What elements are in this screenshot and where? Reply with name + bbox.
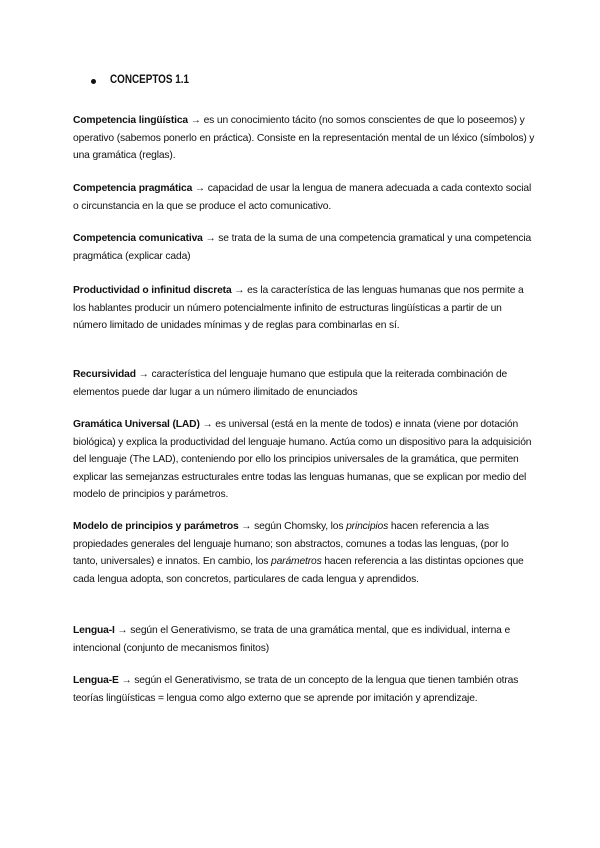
definition-lengua-i [73, 622, 535, 657]
definition-text: hacen referencia a las propiedades generales del lenguaje humano; son abstractos, comunes a todas las lenguas, (por lo tanto, universales) e innatos. En cambio, los [73, 521, 509, 568]
definition-gramatica-universal [73, 416, 535, 504]
term-label: Competencia comunicativa [73, 233, 203, 244]
bullet-icon [91, 79, 96, 84]
definition-text: → según Chomsky, los [241, 521, 344, 532]
definition-text: → es universal (está en la mente de todos) e innata (viene por dotación biológica) y explica la productividad del lenguaje humano. Actúa como un dispositivo para la adquisición del lenguaje (The LAD), conteniendo por ello los principios universales de la gramática, que permiten explicar las semejanzas estructurales entre todas las lenguas humanas, que se explican por medio del modelo de principios y parámetros. [73, 419, 532, 501]
definition-text: → es un conocimiento tácito (no somos conscientes de que lo poseemos) y operativo (sabemos ponerlo en práctica). Consiste en la representación mental de un léxico (símbolos) y una gramática (reglas). [73, 115, 535, 162]
definition-competencia-pragmatica [73, 180, 535, 215]
term-label: Recursividad [73, 369, 136, 380]
italic-term: principios [346, 521, 389, 532]
definition-competencia-linguistica [73, 112, 535, 165]
definition-text: → según el Generativismo, se trata de una gramática mental, que es individual, interna e intencional (conjunto de mecanismos finitos) [73, 625, 511, 654]
term-label: Productividad o infinitud discreta [73, 285, 232, 296]
definition-text: → según el Generativismo, se trata de un concepto de la lengua que tienen también otras teorías lingüísticas = lengua como algo externo que se aprende por imitación y aprendizaje. [73, 675, 519, 704]
term-label: Modelo de principios y parámetros [73, 521, 239, 532]
definition-text: → se trata de la suma de una competencia gramatical y una competencia pragmática (explicar cada) [73, 233, 532, 262]
definition-text: hacen referencia a las distintas opciones que cada lengua adopta, son concretos, particulares de cada lengua y aprendidos. [73, 556, 524, 585]
term-label: Gramática Universal (LAD) [73, 419, 200, 430]
definition-lengua-e [73, 672, 535, 707]
term-label: Competencia lingüística [73, 115, 188, 126]
definition-text: → es la característica de las lenguas humanas que nos permite a los hablantes producir un número potencialmente infinito de estructuras lingüísticas a partir de un número limitado de unidades mínimas y de reglas para combinarlas en sí. [73, 285, 524, 332]
definition-text: → característica del lenguaje humano que estipula que la reiterada combinación de elementos puede dar lugar a un número ilimitado de enunciados [73, 369, 508, 398]
definition-modelo-principios-parametros [73, 518, 535, 588]
definition-recursividad [73, 366, 535, 401]
section-heading: CONCEPTOS 1.1 [110, 74, 189, 86]
definition-text: → capacidad de usar la lengua de manera adecuada a cada contexto social o circunstancia en la que se produce el acto comunicativo. [73, 183, 532, 212]
term-label: Competencia pragmática [73, 183, 193, 194]
italic-term: parámetros [271, 556, 322, 568]
term-label: Lengua-E [73, 675, 119, 686]
definition-competencia-comunicativa [73, 230, 535, 265]
definition-productividad [73, 282, 535, 335]
term-label: Lengua-I [73, 625, 115, 636]
